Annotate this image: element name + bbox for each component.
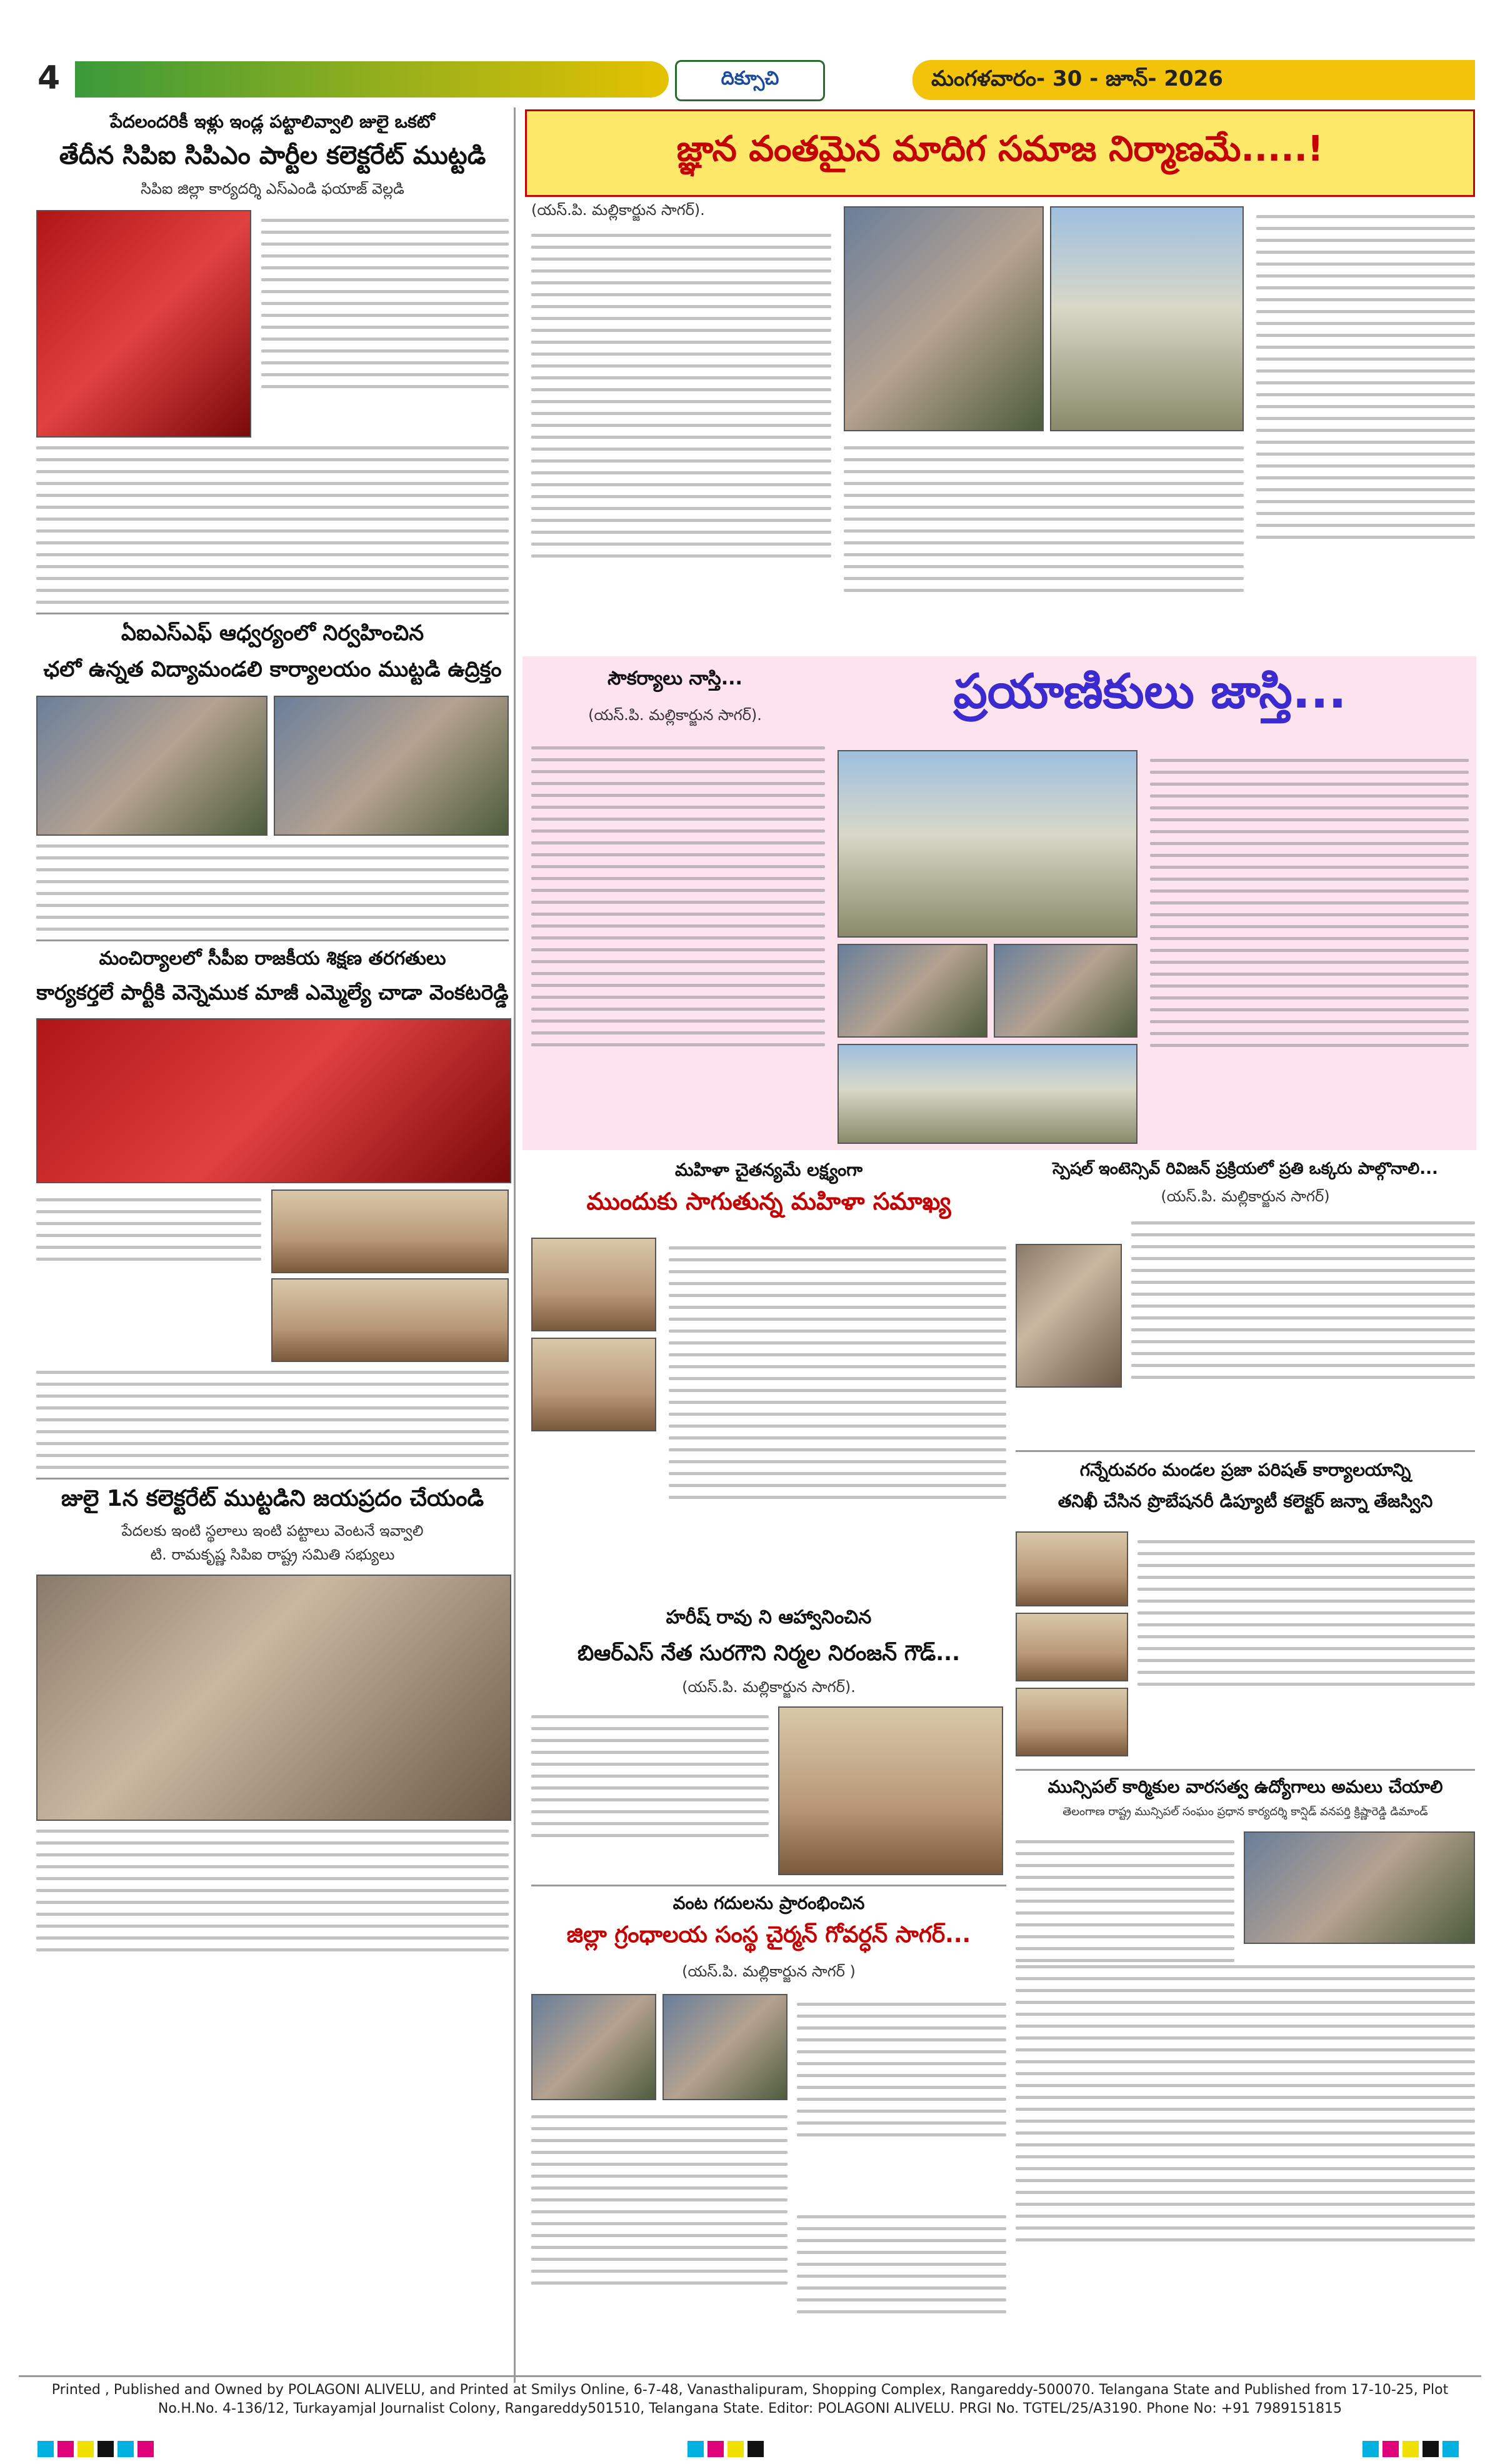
opening-photo [662,1994,788,2100]
divider [531,1885,1006,1886]
main-article-body [1256,206,1475,650]
article-body [669,1238,1006,1594]
article-subtitle: తెలంగాణ రాష్ట్ర మున్సిపల్ సంఘం ప్రధాన కార్యదర్శి కాన్షిడ్ వనపర్తి క్రిష్ణారెడ్డి డిమాండ్ [1062,1805,1428,1818]
inspection-photo [1016,1613,1128,1681]
article-body [1131,1213,1475,1450]
article-title: తేదీన సిపిఐ సిపిఎం పార్టీల కలెక్టరేట్ ముట్టడి [59,141,486,170]
divider [36,939,509,941]
article-body-continued [797,2206,1006,2369]
article-kicker: హరీష్ రావు ని ఆహ్వానించిన [666,1606,872,1628]
article-title: తనిఖీ చేసిన ప్రొబేషనరీ డిప్యూటీ కలెక్టర్ జన్నా తేజస్విని [1058,1491,1433,1511]
divider [1016,1769,1475,1771]
article-title: జిల్లా గ్రంధాలయ సంస్థ చైర్మన్ గోవర్ధన్ సాగర్... [566,1922,971,1948]
article-subtitle: పేదలకు ఇంటి స్థలాలు ఇంటి పట్టాలు వెంటనే ఇవ్వాలి [121,1522,424,1540]
article-title: మున్సిపల్ కార్మికుల వారసత్వ ఉద్యోగాలు అమలు చేయాలి [1048,1776,1443,1797]
travel-byline: (యస్.పి. మల్లికార్జున సాగర్). [588,706,762,724]
article-body [36,1189,261,1362]
article-body-continued [36,446,509,604]
invitation-photo [778,1706,1003,1875]
protest-photo [274,696,509,836]
article-title: కార్యకర్తలే పార్టీకి వెన్నెముక మాజీ ఎమ్మెల్యే చాడా వెంకటరెడ్డి [36,980,509,1004]
protest-photo [36,696,268,836]
passengers-photo [994,944,1138,1038]
article-body [36,844,509,931]
left-column [36,108,509,2383]
color-registration-strip [1362,2441,1462,2457]
inspection-photo [1016,1688,1128,1756]
article-subtitle: ఛలో ఉన్నత విద్యామండలి కార్యాలయం ముట్టడి ఉద్రిక్తం [43,657,502,682]
travel-article-body [1150,750,1469,1144]
article-body-continued [36,1371,509,1469]
event-photo [271,1189,509,1273]
article-body [261,210,509,438]
article-body-continued [1016,1956,1475,2363]
newspaper-logo: దిక్సూచి [675,60,825,101]
article-byline: (యస్.పి. మల్లికార్జున సాగర్) [1161,1188,1330,1205]
imprint-footer [19,2375,1481,2429]
reporter-photo [36,210,251,438]
divider [36,1478,509,1480]
event-photo [271,1278,509,1362]
article-body [1138,1531,1475,1756]
opening-photo [531,1994,656,2100]
page-number: 4 [38,59,61,97]
divider [36,613,509,614]
imprint-line: No.H.No. 4-136/12, Turkayamjal Journalist Colony, Rangareddy501510, Telangana State. Editor: POLAGONI ALIVELU. PRGI No. TGTEL/25/A3190. Phone No: +91 7989151815 [158,2401,1342,2416]
article-kicker: పేదలందరికీ ఇళ్లు ఇండ్ల పట్టాలివ్వాలి జులై ఒకటో [110,111,435,132]
article-title: స్పెషల్ ఇంటెన్సివ్ రివిజన్ ప్రక్రియలో ప్రతి ఒక్కరు పాల్గొనాలి... [1052,1159,1438,1178]
divider [1016,1450,1475,1452]
speaker-photo [36,1575,511,1821]
inspection-photo [1016,1531,1128,1606]
union-photo [1244,1831,1475,1944]
article-byline: సిపిఐ జిల్లా కార్యదర్శి ఎస్ఎండి ఫయాజ్ వెల్లడి [141,180,404,198]
color-registration-strip [38,2441,158,2457]
article-body [36,1830,509,1951]
column-separator [514,108,516,2383]
travel-headline: ప్రయాణికులు జాస్తి... [953,663,1347,719]
women-meeting-photo [531,1338,656,1431]
article-byline: టి. రామకృష్ణ సిపిఐ రాష్ట్ర సమితి సభ్యులు [150,1546,395,1563]
women-meeting-photo [531,1238,656,1331]
main-byline: (యస్.పి. మల్లికార్జున సాగర్). [531,201,705,219]
article-body [797,1994,1006,2200]
article-kicker: మంచిర్యాలలో సీపీఐ రాజకీయ శిక్షణ తరగతులు [99,948,446,969]
article-title: బిఆర్ఎస్ నేత సురగౌని నిర్మల నిరంజన్ గౌడ్... [577,1641,961,1666]
main-article-body [844,438,1244,650]
article-title: ఏఐఎస్ఎఫ్ ఆధ్వర్యంలో నిర్వహించిన [121,621,424,646]
bus-stand-photo [838,1044,1138,1144]
color-registration-strip [688,2441,768,2457]
article-byline: (యస్.పి. మల్లికార్జున సాగర్ ) [682,1963,856,1980]
travel-kicker: సౌకర్యాలు నాస్తి... [608,668,742,689]
article-kicker: వంట గదులను ప్రారంభించిన [672,1893,865,1913]
article-body [531,1706,769,1881]
article-title: ముందుకు సాగుతున్న మహిళా సమాఖ్య [586,1188,951,1215]
article-byline: (యస్.పి. మల్లికార్జున సాగర్). [682,1678,856,1696]
bus-stand-photo [838,750,1138,938]
article-title: జులై 1న కలెక్టరేట్ ముట్టడిని జయప్రదం చేయండి [61,1486,484,1511]
meeting-photo [36,1018,511,1183]
article-kicker: గన్నేరువరం మండల ప్రజా పరిషత్ కార్యాలయాన్ని [1079,1460,1411,1480]
date-line: మంగళవారం- 30 - జూన్- 2026 [912,60,1475,100]
masthead-band [75,61,669,98]
travel-article-body [531,738,825,1144]
passengers-photo [838,944,988,1038]
main-article-body [531,225,831,650]
article-body-continued [531,2106,788,2369]
main-photo [844,206,1044,431]
main-photo [1050,206,1244,431]
imprint-line: Printed , Published and Owned by POLAGONI ALIVELU, and Printed at Smilys Online, 6-7-48, Vanasthalipuram, Shopping Complex, Rangareddy-500070. Telangana State and Published from 17-10-25, Plot [51,2382,1449,2398]
main-headline: జ్ఞాన వంతమైన మాదిగ సమాజ నిర్మాణమే.....! [525,109,1475,197]
article-kicker: మహిళా చైతన్యమే లక్ష్యంగా [674,1159,863,1180]
official-photo [1016,1244,1122,1388]
